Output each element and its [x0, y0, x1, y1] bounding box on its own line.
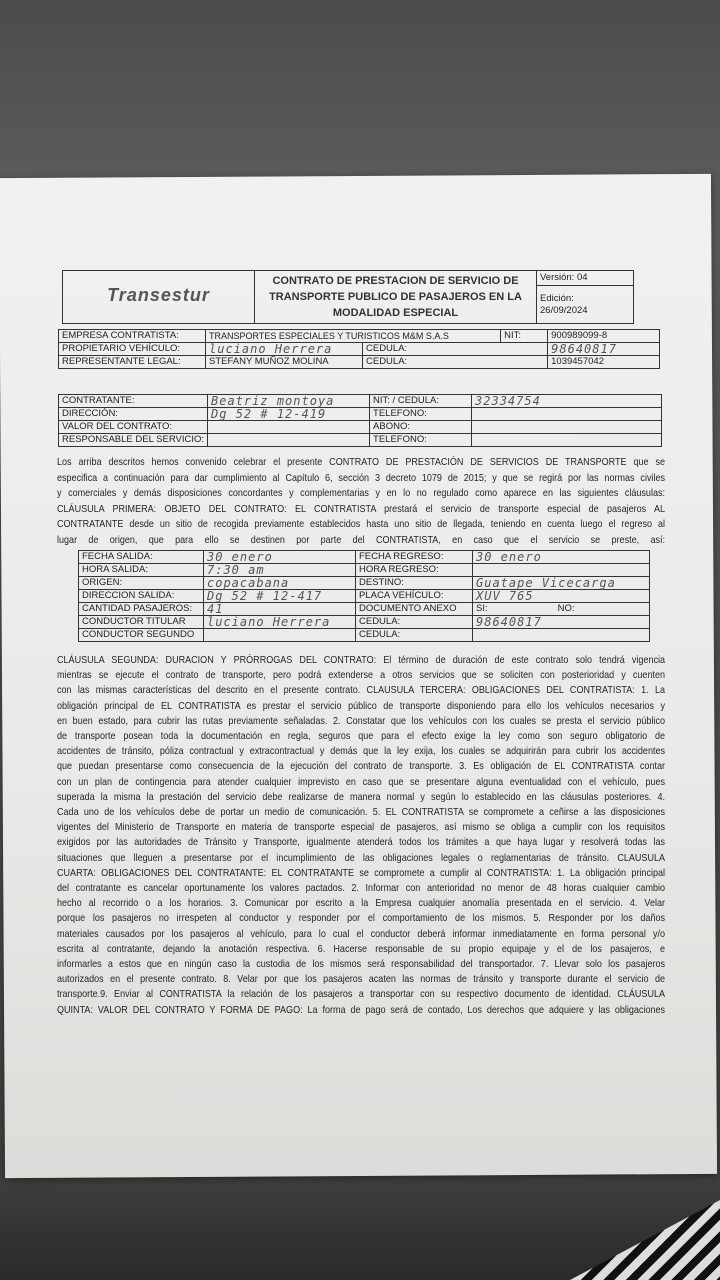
- direccion-label: DIRECCIÓN:: [59, 408, 208, 421]
- trip-value-right: 30 enero: [473, 551, 650, 564]
- empresa-label: EMPRESA CONTRATISTA:: [59, 330, 206, 343]
- valor-label: VALOR DEL CONTRATO:: [59, 421, 208, 434]
- text-line: con las mismas características del descrito en el presente contrato. CLAUSULA TERCERA: OBLIGACIONES DEL CONTRATISTA: 1. La: [57, 684, 666, 697]
- telefono-value-2: [472, 434, 662, 447]
- direccion-value: Dg 52 # 12-419: [208, 408, 370, 421]
- trip-label: CONDUCTOR SEGUNDO: [79, 629, 204, 642]
- trip-label: ORIGEN:: [79, 577, 204, 590]
- text-line: hecho al recorrido o a los horarios. 3. Comunicar por escrito a la Empresa cualquier anomalía presentada en el servicio. 4. Velar: [57, 897, 666, 910]
- text-line: CLÁUSULA SEGUNDA: DURACION Y PRÓRROGAS DEL CONTRATO: El término de duración de este contrato solo tendrá vigencia: [57, 654, 666, 666]
- trip-label-right: CEDULA:: [356, 629, 473, 642]
- propietario-cedula: 98640817: [548, 343, 660, 356]
- nit-value: 900989099-8: [548, 330, 660, 343]
- text-line: lugar de origen, que para ello se destinen por parte del CONTRATISTA, en caso que el servicio se preste, así:: [57, 534, 666, 546]
- trip-label-right: FECHA REGRESO:: [356, 551, 473, 564]
- text-line: y comerciales y demás disposiciones concordantes y complementarias y en lo no regulado como aparece en las siguientes cláusulas:: [57, 487, 666, 500]
- trip-row: [79, 590, 650, 603]
- telefono-label: TELEFONO:: [370, 408, 472, 421]
- title-line: CONTRATO DE PRESTACION DE SERVICIO DE: [272, 275, 519, 287]
- trip-label-right: PLACA VEHÍCULO:: [356, 590, 473, 603]
- text-line: autorizados en el presente contrato. 8. Velar por que los pasajeros acaten las normas de tránsito y transporte durante el servicio de: [57, 973, 666, 986]
- trip-label-right: CEDULA:: [356, 616, 473, 629]
- text-line: porque los pasajeros no irrespeten al conductor y responder por el comportamiento de los mismos. 5. Responder por los daños: [57, 912, 666, 925]
- text-line: vigentes del Ministerio de Transporte en materia de transporte especial de pasajeros, así mismo se obliga a cumplir con los requisitos: [57, 821, 666, 834]
- trip-label-right: HORA REGRESO:: [356, 564, 473, 577]
- text-line: Los arriba descritos hemos convenido celebrar el presente CONTRATO DE PRESTACIÓN DE SERVICIOS DE TRANSPORTE que se: [57, 456, 666, 468]
- text-line: superada la misma la prestación del servicio debe realizarse de manera normal y según lo establecido en las cláusulas posteriores. 4.: [57, 790, 666, 803]
- title-line: TRANSPORTE PUBLICO DE PASAJEROS EN LA: [269, 291, 522, 303]
- document-title: [255, 271, 537, 324]
- documento-anexo-options: [473, 603, 650, 616]
- text-line: CONTRATANTE desde un sitio de recogida previamente establecidos hasta uno sitio de llegada, teniendo en cuenta luego el regreso al: [57, 518, 666, 531]
- document-header: [62, 270, 634, 324]
- trip-table: [78, 550, 650, 642]
- trip-value: Dg 52 # 12-417: [204, 590, 356, 603]
- responsable-value: [208, 434, 370, 447]
- trip-value-right: [473, 629, 650, 642]
- text-line: materiales causados por los pasajeros al vehículo, para lo cual el conductor deberá informar inmediatamente en forma personal y/o: [57, 927, 666, 940]
- trip-value-right: Guatape Vicecarga: [473, 577, 650, 590]
- trip-label-right: DESTINO:: [356, 577, 473, 590]
- text-line: CLÁUSULA PRIMERA: OBJETO DEL CONTRATO: EL CONTRATISTA prestará el servicio de transporte especial de pasajeros AL: [57, 502, 666, 515]
- logo-cell: [63, 271, 255, 324]
- title-line: MODALIDAD ESPECIAL: [332, 307, 459, 319]
- trip-row: [79, 551, 650, 564]
- version: Versión: 04: [537, 271, 634, 286]
- trip-value: 30 enero: [204, 551, 356, 564]
- text-line: especifica a continuación para dar cumplimiento al Capítulo 6, sección 3 decreto 1079 de 2015; y que se regirá por las normas civiles: [57, 471, 666, 484]
- trip-value: luciano Herrera: [204, 616, 356, 629]
- trip-value: [204, 629, 356, 642]
- trip-row: [79, 564, 650, 577]
- contratante-value: Beatriz montoya: [208, 395, 370, 408]
- text-line: obligación principal de EL CONTRATISTA es prestar el servicio público de transporte disponiendo para ello los vehículos necesarios y: [57, 699, 666, 712]
- trip-value: 41: [204, 603, 356, 616]
- responsable-label: RESPONSABLE DEL SERVICIO:: [59, 434, 208, 447]
- text-line: que puedan presentarse como consecuencia de la ejecución del contrato de transporte. 3. Es obligación de EL CONTRATISTA contar: [57, 760, 666, 773]
- nit-cedula-label: NIT: / CEDULA:: [370, 395, 472, 408]
- propietario-label: PROPIETARIO VEHÍCULO:: [59, 343, 206, 356]
- text-line: QUINTA: VALOR DEL CONTRATO Y FORMA DE PAGO: La forma de pago será de contado, Los derechos que adquiere y las obligaciones: [57, 1003, 666, 1016]
- client-table: [58, 394, 662, 447]
- text-line: del contratante es cancelar oportunamente los valores pactados. 2. Informar con anterioridad no menor de 48 horas cualquier cambio: [57, 882, 666, 894]
- trip-value: copacabana: [204, 577, 356, 590]
- trip-value-right: [473, 564, 650, 577]
- edition-label: Edición:: [540, 292, 574, 304]
- cedula-label: CEDULA:: [363, 356, 548, 369]
- text-line: exigidos por las autoridades de Tránsito y Transporte, igualmente atenderá todos los trámites a que haya lugar y resolverá todas las: [57, 836, 666, 849]
- trip-value: 7:30 am: [204, 564, 356, 577]
- abono-label: ABONO:: [370, 421, 472, 434]
- valor-value: [208, 421, 370, 434]
- telefono-value: [472, 408, 662, 421]
- company-table: [58, 329, 660, 369]
- text-line: CUARTA: OBLIGACIONES DEL CONTRATANTE: EL CONTRATANTE se compromete a cumplir al CONTRATISTA: 1. La obligación principal: [57, 866, 666, 879]
- trip-row: [79, 629, 650, 642]
- trip-label: HORA SALIDA:: [79, 564, 204, 577]
- text-line: escrita al contratante, dejando la anotación respectiva. 6. Hacerse responsable de su propio equipaje y el de los pasajeros, e: [57, 942, 666, 955]
- company-logo: Transestur: [107, 285, 210, 305]
- edition-date: 26/09/2024: [540, 304, 588, 316]
- si-label: SI:: [476, 603, 488, 614]
- text-line: Cada uno de los vehículos debe de portar un medio de comunicación. 5. EL CONTRATISTA se compromete a ceñirse a las disposiciones: [57, 806, 666, 818]
- text-line: con un plan de contingencia para atender cualquier imprevisto en caso que se presentare alguna eventualidad con el vehículo, pues: [57, 775, 666, 788]
- fabric-background: [570, 1200, 720, 1280]
- abono-value: [472, 421, 662, 434]
- trip-label: FECHA SALIDA:: [79, 551, 204, 564]
- text-line: accidentes de tránsito, póliza contractual y extracontractual y demás que la ley exija, los cuales se adquirirán para cubrir los accidentes: [57, 745, 666, 758]
- contratante-label: CONTRATANTE:: [59, 395, 208, 408]
- text-line: de transporte posean toda la documentación en regla, seguros que para el efecto exige la ley como son seguro obligatorio de: [57, 730, 666, 742]
- text-line: informarles a estos que en ningún caso la custodia de los mismos será responsabilidad del transportador. 7. Llevar solo los pasajeros: [57, 958, 666, 970]
- trip-label: CANTIDAD PASAJEROS:: [79, 603, 204, 616]
- trip-row: [79, 603, 650, 616]
- trip-row: [79, 577, 650, 590]
- trip-label: DIRECCION SALIDA:: [79, 590, 204, 603]
- text-line: en buen estado, para cubrir las rutas previamente señaladas. 2. Constatar que los vehículos con los cuales se presta el servicio público: [57, 714, 666, 727]
- nit-label: NIT:: [501, 330, 548, 343]
- no-label: NO:: [557, 603, 575, 614]
- propietario-value: luciano Herrera: [206, 343, 363, 356]
- trip-row: [79, 616, 650, 629]
- empresa-value: TRANSPORTES ESPECIALES Y TURISTICOS M&M S.A.S: [206, 330, 501, 343]
- representante-value: STEFANY MUÑOZ MOLINA: [206, 356, 363, 369]
- text-line: situaciones que lleguen a presentarse por el incumplimiento de las obligaciones legales o reglamentarias de tránsito. CLAUSULA: [57, 851, 666, 864]
- representante-label: REPRESENTANTE LEGAL:: [59, 356, 206, 369]
- trip-label: CONDUCTOR TITULAR: [79, 616, 204, 629]
- text-line: transporte.9. Enviar al CONTRATISTA la relación de los pasajeros a transportar con su respectivo documento de identidad. CLÁUSULA: [57, 988, 666, 1001]
- cedula-label: CEDULA:: [363, 343, 548, 356]
- trip-label-right: DOCUMENTO ANEXO: [356, 603, 473, 616]
- edition: [537, 286, 634, 324]
- nit-cedula-value: 32334754: [472, 395, 662, 408]
- representante-cedula: 1039457042: [548, 356, 660, 369]
- text-line: mientras se ejecute el contrato de transporte, pero podrá extenderse a otros servicios que se soliciten con posterioridad y cuenten: [57, 669, 666, 682]
- trip-value-right: XUV 765: [473, 590, 650, 603]
- trip-value-right: 98640817: [473, 616, 650, 629]
- telefono-label-2: TELEFONO:: [370, 434, 472, 447]
